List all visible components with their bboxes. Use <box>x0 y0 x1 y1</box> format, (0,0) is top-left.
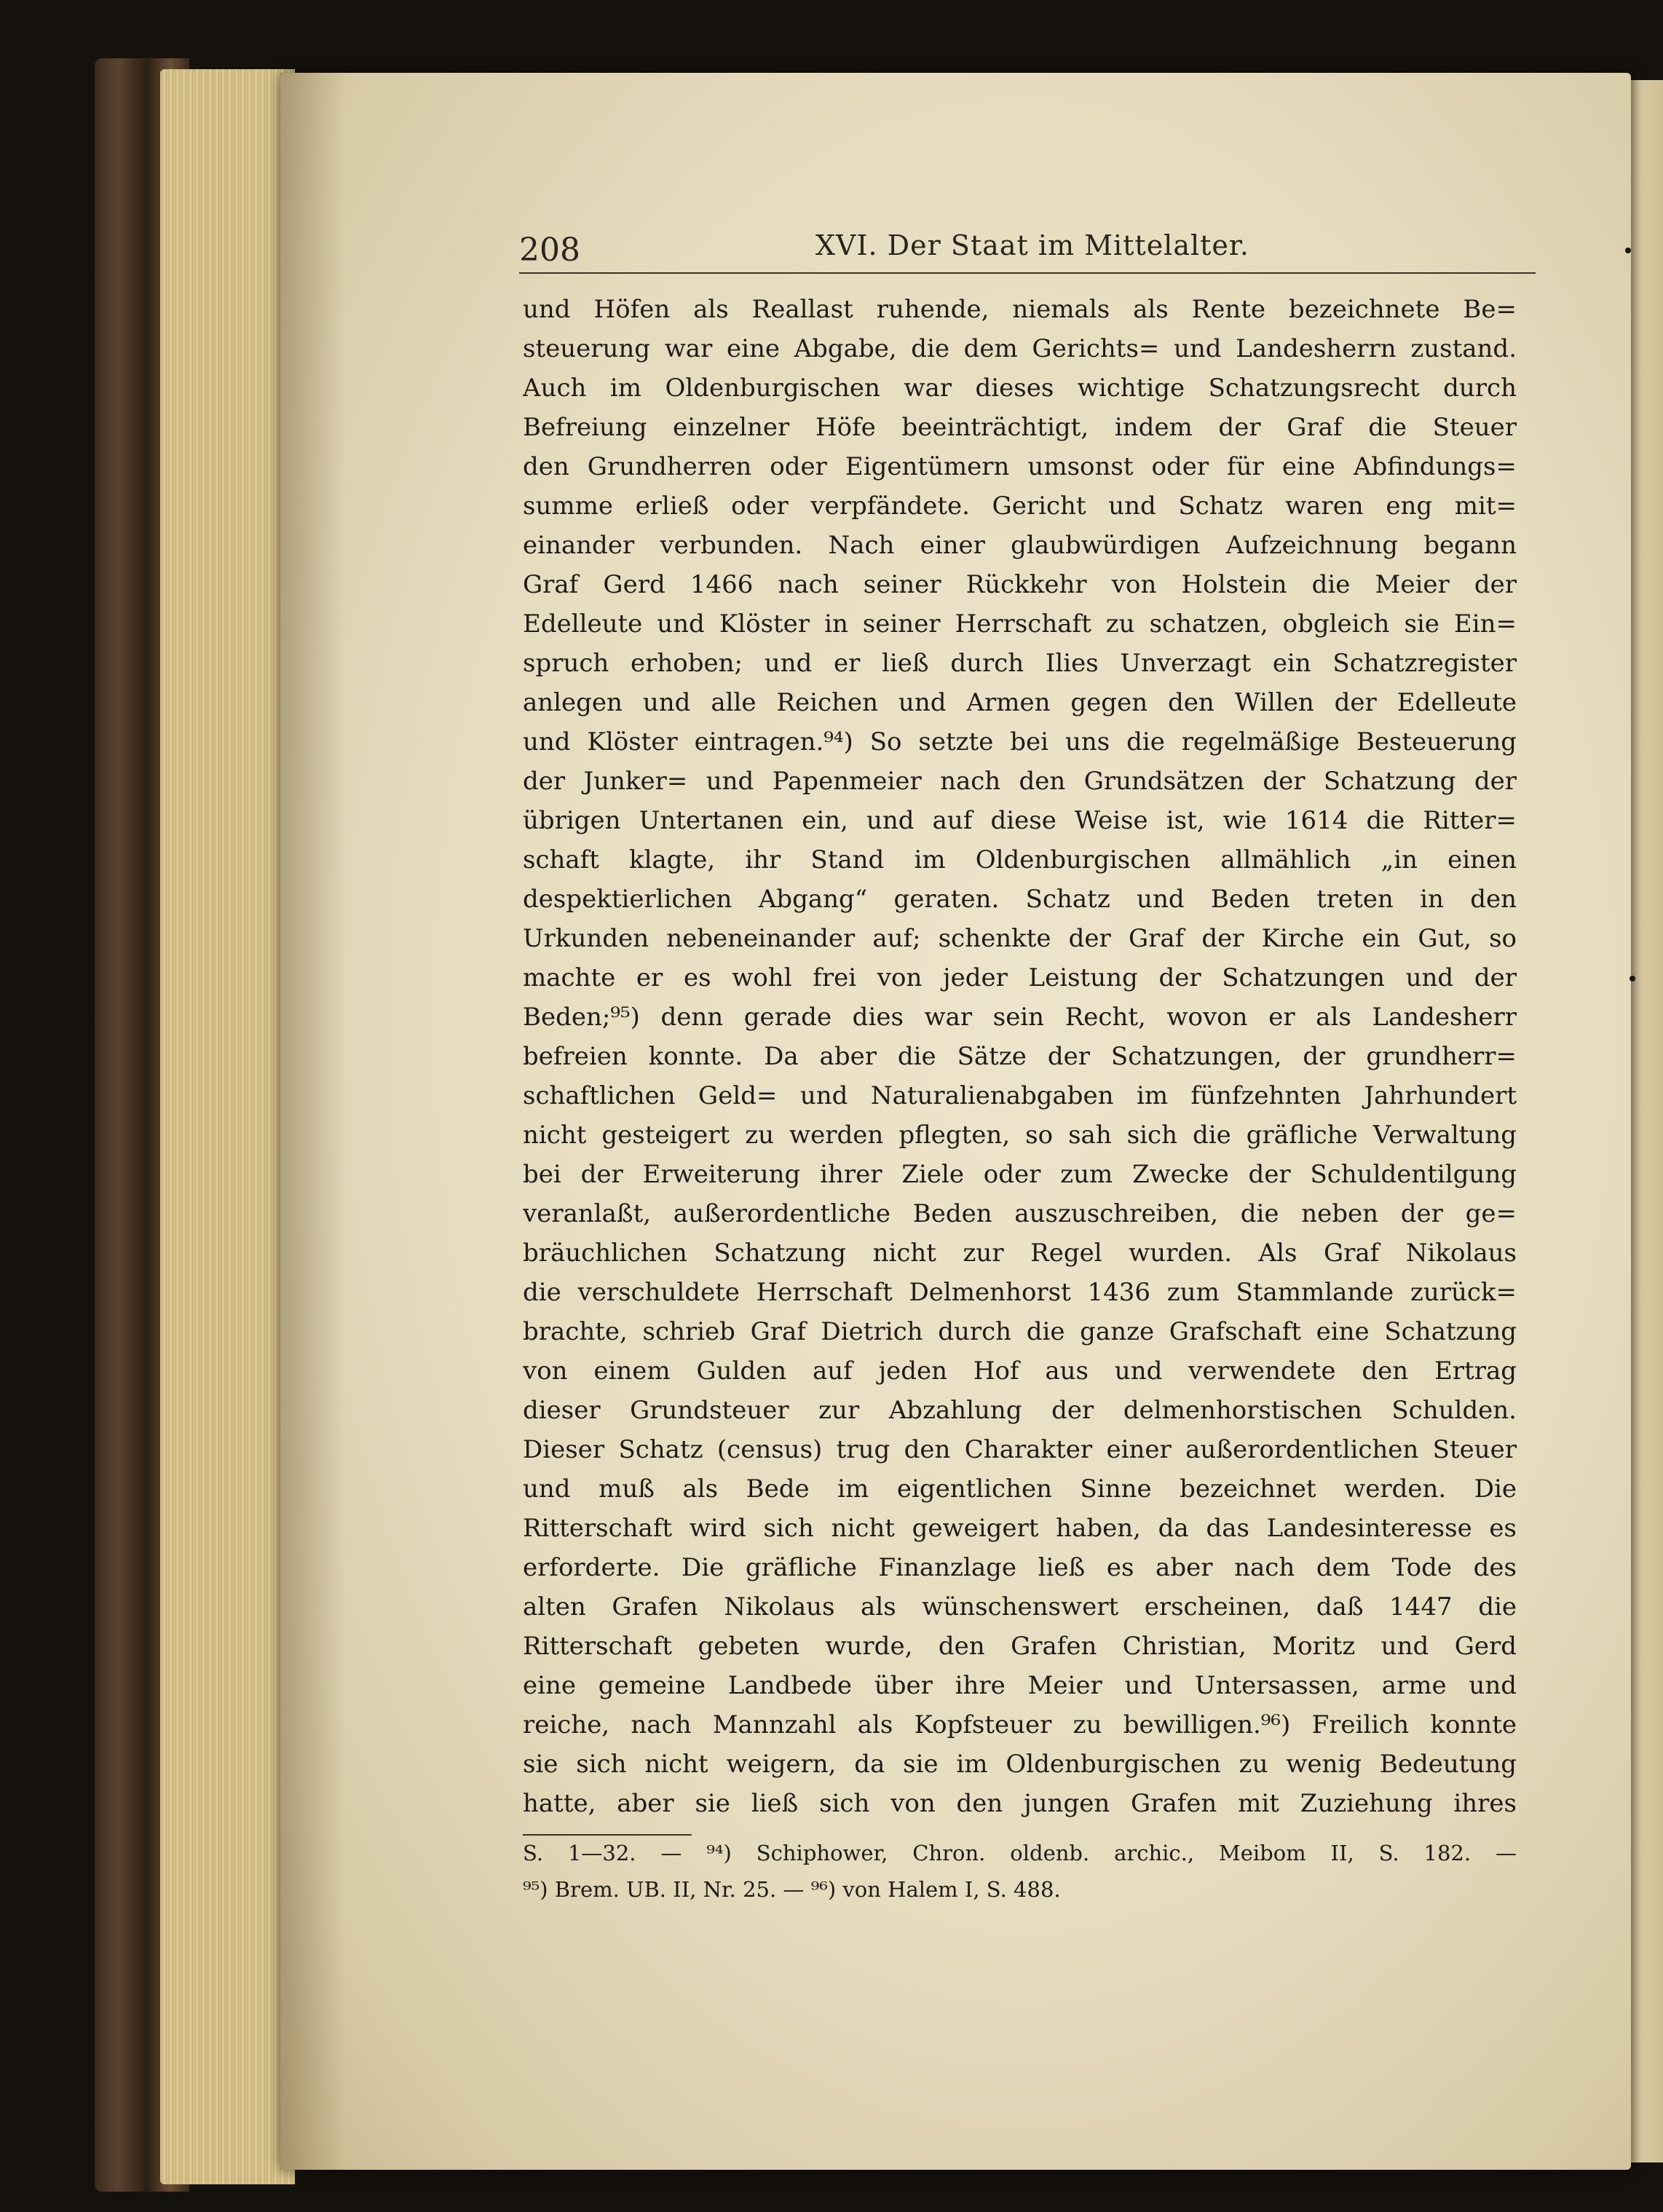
footnotes <box>523 1835 1517 1908</box>
text-line: Ritterschaft wird sich nicht geweigert haben, da das Landesinteresse es <box>523 1514 1517 1543</box>
text-line: einander verbunden. Nach einer glaubwürdigen Aufzeichnung begann <box>523 531 1517 560</box>
page-mark <box>1630 976 1635 981</box>
page-mark <box>1625 248 1631 253</box>
text-line: eine gemeine Landbede über ihre Meier und Untersassen, arme und <box>523 1671 1517 1700</box>
text-line: brachte, schrieb Graf Dietrich durch die ganze Grafschaft eine Schatzung <box>523 1317 1517 1346</box>
text-line: alten Grafen Nikolaus als wünschenswert erscheinen, daß 1447 die <box>523 1592 1517 1622</box>
text-line: nicht gesteigert zu werden pflegten, so sah sich die gräfliche Verwaltung <box>523 1121 1517 1150</box>
text-line: die verschuldete Herrschaft Delmenhorst 1436 zum Stammlande zurück= <box>523 1278 1517 1307</box>
body-text <box>523 290 1517 1823</box>
header-rule <box>519 272 1536 274</box>
text-line: Edelleute und Klöster in seiner Herrschaft zu schatzen, obgleich sie Ein= <box>523 609 1517 639</box>
text-line: erforderte. Die gräfliche Finanzlage ließ es aber nach dem Tode des <box>523 1553 1517 1582</box>
footnote-line: ⁹⁵) Brem. UB. II, Nr. 25. — ⁹⁶) von Halem I, S. 488. <box>523 1877 1061 1902</box>
text-line: von einem Gulden auf jeden Hof aus und verwendete den Ertrag <box>523 1356 1517 1386</box>
text-line: anlegen und alle Reichen und Armen gegen den Willen der Edelleute <box>523 688 1517 717</box>
text-line: und Höfen als Reallast ruhende, niemals als Rente bezeichnete Be= <box>523 295 1517 324</box>
text-line: sie sich nicht weigern, da sie im Oldenburgischen zu wenig Bedeutung <box>523 1750 1517 1779</box>
text-line: Beden;⁹⁵) denn gerade dies war sein Recht, wovon er als Landesherr <box>523 1003 1517 1032</box>
text-line: Befreiung einzelner Höfe beeinträchtigt, indem der Graf die Steuer <box>523 413 1517 442</box>
text-line: den Grundherren oder Eigentümern umsonst oder für eine Abfindungs= <box>523 452 1517 481</box>
page-header <box>519 226 1536 269</box>
text-line: steuerung war eine Abgabe, die dem Gerichts= und Landesherrn zustand. <box>523 334 1517 363</box>
text-line: reiche, nach Mannzahl als Kopfsteuer zu bewilligen.⁹⁶) Freilich konnte <box>523 1710 1517 1739</box>
text-line: veranlaßt, außerordentliche Beden auszuschreiben, die neben der ge= <box>523 1199 1517 1228</box>
page-number: 208 <box>519 232 580 269</box>
text-line: und muß als Bede im eigentlichen Sinne bezeichnet werden. Die <box>523 1474 1517 1504</box>
text-line: hatte, aber sie ließ sich von den jungen Grafen mit Zuziehung ihres <box>523 1789 1517 1818</box>
text-line: der Junker= und Papenmeier nach den Grundsätzen der Schatzung der <box>523 767 1517 796</box>
text-line: bräuchlichen Schatzung nicht zur Regel wurden. Als Graf Nikolaus <box>523 1239 1517 1268</box>
running-title: XVI. Der Staat im Mittelalter. <box>815 229 1249 261</box>
text-line: übrigen Untertanen ein, und auf diese Weise ist, wie 1614 die Ritter= <box>523 806 1517 835</box>
text-line: Auch im Oldenburgischen war dieses wichtige Schatzungsrecht durch <box>523 374 1517 403</box>
text-line: Dieser Schatz (census) trug den Charakter einer außerordentlichen Steuer <box>523 1435 1517 1464</box>
text-line: befreien konnte. Da aber die Sätze der Schatzungen, der grundherr= <box>523 1042 1517 1071</box>
text-line: Graf Gerd 1466 nach seiner Rückkehr von Holstein die Meier der <box>523 570 1517 599</box>
text-line: despektierlichen Abgang“ geraten. Schatz und Beden treten in den <box>523 885 1517 914</box>
text-line: Urkunden nebeneinander auf; schenkte der Graf der Kirche ein Gut, so <box>523 924 1517 953</box>
footnote-line: S. 1—32. — ⁹⁴) Schiphower, Chron. oldenb. archic., Meibom II, S. 182. — <box>523 1841 1517 1865</box>
text-line: summe erließ oder verpfändete. Gericht und Schatz waren eng mit= <box>523 491 1517 521</box>
text-line: machte er es wohl frei von jeder Leistung der Schatzungen und der <box>523 963 1517 992</box>
text-line: spruch erhoben; und er ließ durch Ilies Unverzagt ein Schatzregister <box>523 649 1517 678</box>
page-edges <box>160 69 295 2184</box>
text-line: schaftlichen Geld= und Naturalienabgaben im fünfzehnten Jahrhundert <box>523 1081 1517 1110</box>
text-line: dieser Grundsteuer zur Abzahlung der delmenhorstischen Schulden. <box>523 1396 1517 1425</box>
text-line: bei der Erweiterung ihrer Ziele oder zum Zwecke der Schuldentilgung <box>523 1160 1517 1189</box>
text-line: schaft klagte, ihr Stand im Oldenburgischen allmählich „in einen <box>523 845 1517 874</box>
text-line: Ritterschaft gebeten wurde, den Grafen Christian, Moritz und Gerd <box>523 1632 1517 1661</box>
text-line: und Klöster eintragen.⁹⁴) So setzte bei uns die regelmäßige Besteuerung <box>523 727 1517 757</box>
gutter-shadow <box>280 73 346 2170</box>
